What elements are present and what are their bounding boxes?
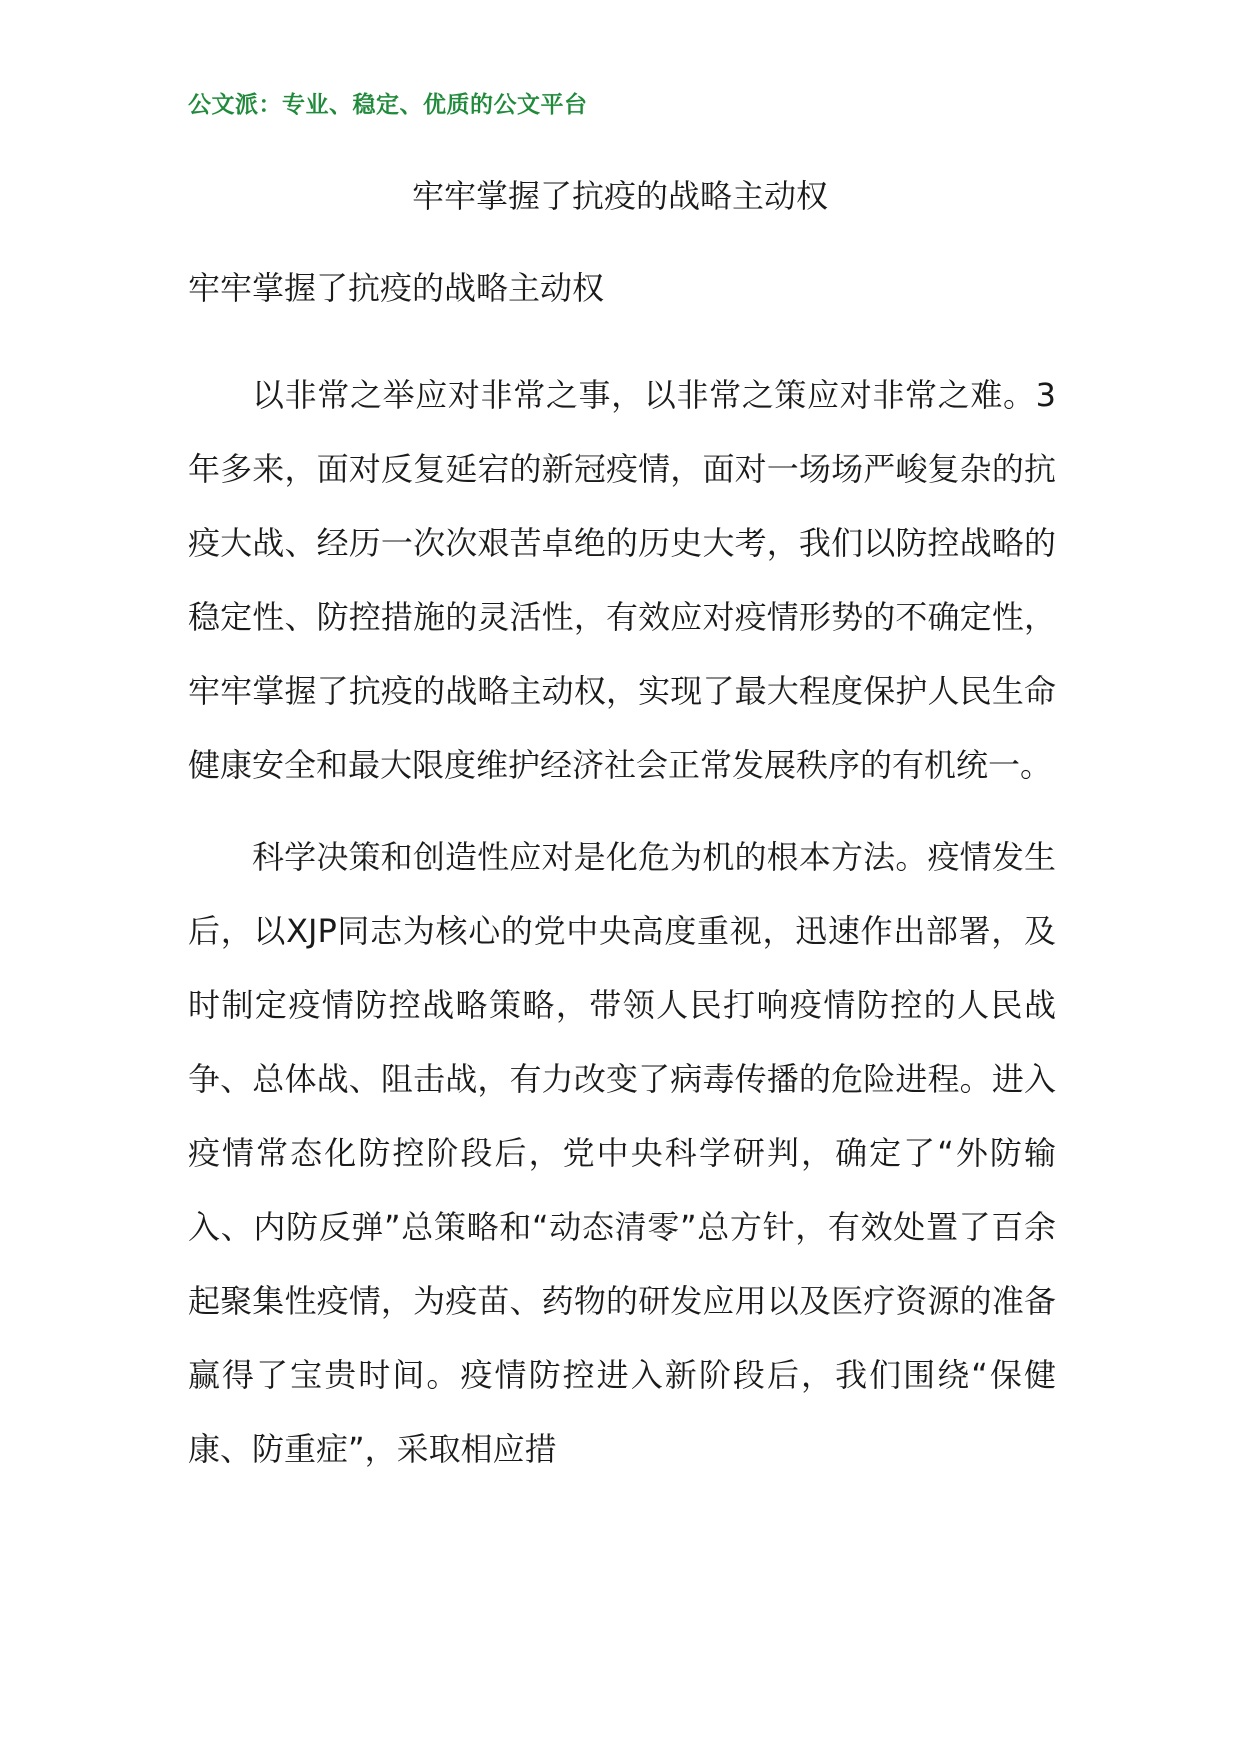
- paragraph: 以非常之举应对非常之事，以非常之策应对非常之难。3年多来，面对反复延宕的新冠疫情，面对一场场严峻复杂的抗疫大战、经历一次次艰苦卓绝的历史大考，我们以防控战略的稳定性、防控措施的灵活性，有效应对疫情形势的不确定性，牢牢掌握了抗疫的战略主动权，实现了最大程度保护人民生命健康安全和最大限度维护经济社会正常发展秩序的有机统一。: [188, 376, 1056, 784]
- paragraph: 科学决策和创造性应对是化危为机的根本方法。疫情发生后，以XJP同志为核心的党中央高度重视，迅速作出部署，及时制定疫情防控战略策略，带领人民打响疫情防控的人民战争、总体战、阻击战，有力改变了病毒传播的危险进程。进入疫情常态化防控阶段后，党中央科学研判，确定了“外防输入、内防反弹”总策略和“动态清零”总方针，有效处置了百余起聚集性疫情，为疫苗、药物的研发应用以及医疗资源的准备赢得了宝贵时间。疫情防控进入新阶段后，我们围绕“保健康、防重症”，采取相应措: [188, 838, 1056, 1468]
- document-title: 牢牢掌握了抗疫的战略主动权: [411, 177, 828, 215]
- header-brand: 公文派：专业、稳定、优质的公文平台: [188, 92, 588, 118]
- document-body: [188, 358, 1056, 1504]
- document-subtitle: 牢牢掌握了抗疫的战略主动权: [188, 269, 605, 307]
